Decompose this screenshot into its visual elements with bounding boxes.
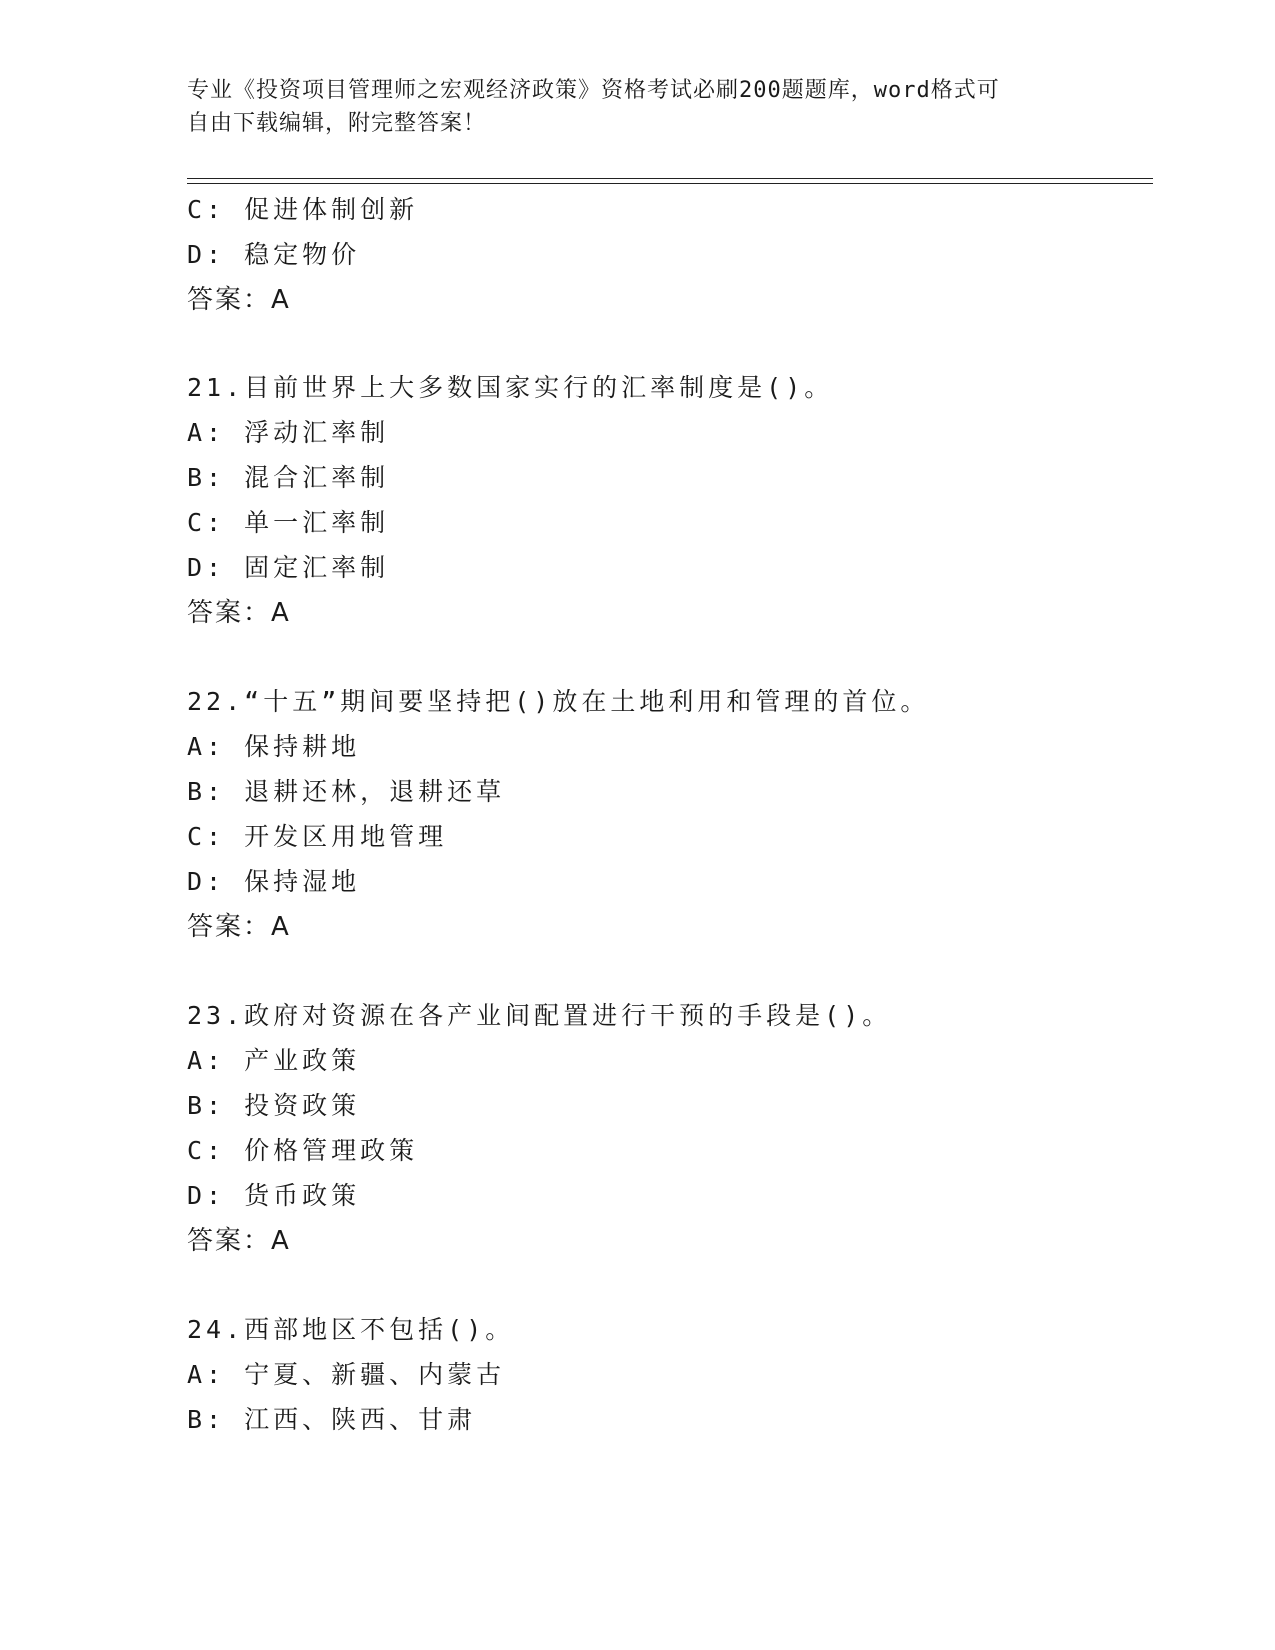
option-a: A: 宁夏、新疆、内蒙古 (187, 1360, 506, 1389)
question-stem: 21.目前世界上大多数国家实行的汇率制度是()。 (187, 373, 834, 402)
question-stem: 23.政府对资源在各产业间配置进行干预的手段是()。 (187, 1001, 892, 1030)
option-d: D: 货币政策 (187, 1181, 361, 1210)
option-c: C: 价格管理政策 (187, 1136, 419, 1165)
option-b: B: 投资政策 (187, 1091, 361, 1120)
option-d: D: 稳定物价 (187, 240, 361, 269)
option-c: C: 开发区用地管理 (187, 822, 448, 851)
option-a: A: 浮动汇率制 (187, 418, 390, 447)
option-d: D: 固定汇率制 (187, 553, 390, 582)
option-b: B: 江西、陕西、甘肃 (187, 1405, 477, 1434)
answer-line: 答案：A (187, 285, 291, 315)
answer-line: 答案：A (187, 1226, 291, 1256)
header-divider-bottom (187, 183, 1153, 184)
header-line-1: 专业《投资项目管理师之宏观经济政策》资格考试必刷200题题库，word格式可 (187, 78, 1000, 103)
option-b: B: 混合汇率制 (187, 463, 390, 492)
option-a: A: 产业政策 (187, 1046, 361, 1075)
header-divider-top (187, 178, 1153, 179)
answer-line: 答案：A (187, 598, 291, 628)
header-line-2: 自由下载编辑，附完整答案！ (187, 111, 487, 136)
answer-line: 答案：A (187, 912, 291, 942)
option-a: A: 保持耕地 (187, 732, 361, 761)
question-stem: 22.“十五”期间要坚持把()放在土地利用和管理的首位。 (187, 687, 930, 716)
option-d: D: 保持湿地 (187, 867, 361, 896)
question-stem: 24.西部地区不包括()。 (187, 1315, 515, 1344)
option-b: B: 退耕还林，退耕还草 (187, 777, 506, 806)
document-header (187, 74, 1067, 140)
option-c: C: 促进体制创新 (187, 195, 419, 224)
option-c: C: 单一汇率制 (187, 508, 390, 537)
